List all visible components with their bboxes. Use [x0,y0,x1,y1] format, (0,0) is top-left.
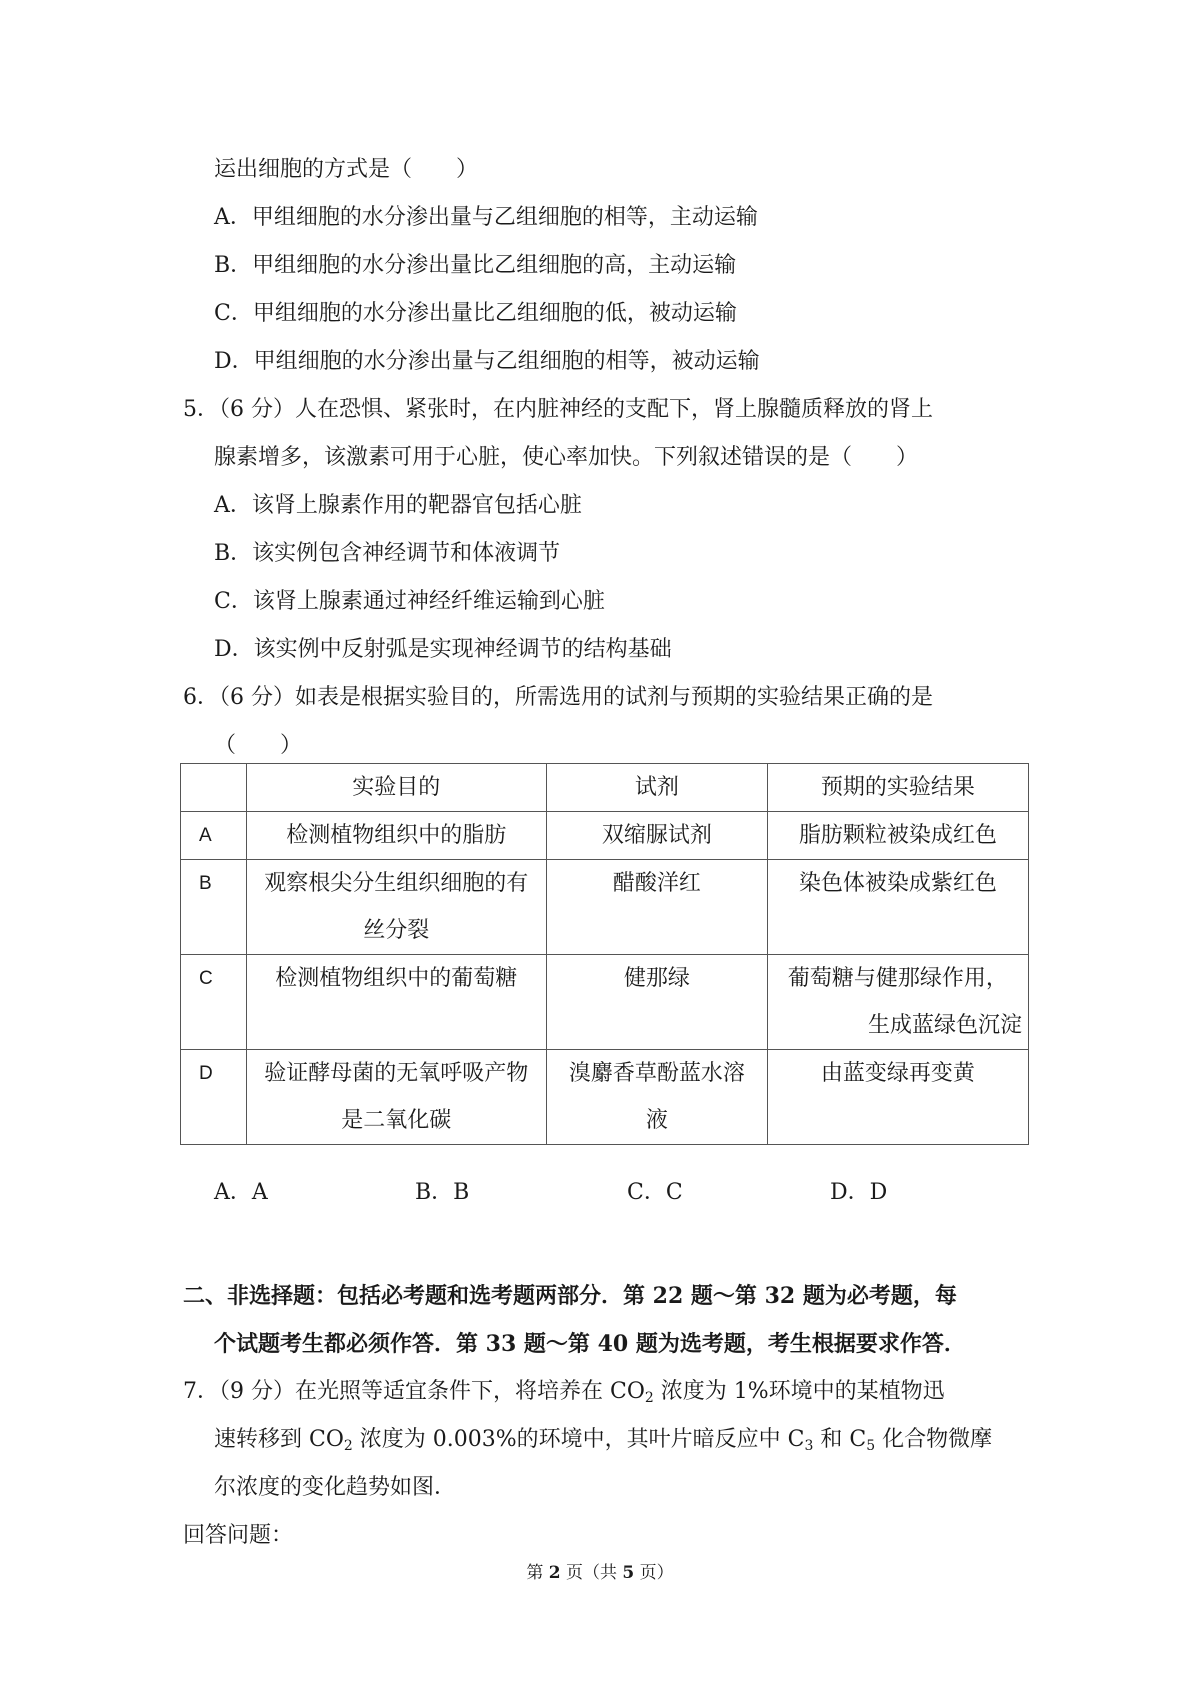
q7-stem-line3: 尔浓度的变化趋势如图． [214,1475,457,1500]
table-row [181,955,1029,1050]
reagent-cell [547,860,768,955]
experiment-table [180,763,1029,1145]
q7-stem-line2 [214,1425,992,1455]
row-label: C [181,955,247,1050]
table-row [181,1050,1029,1145]
subscript: 3 [804,1438,814,1454]
q6-choice-b: B．B [415,1180,470,1205]
q5-option-c: C．该肾上腺素通过神经纤维运输到心脏 [214,589,605,614]
footer-text: 页） [634,1563,674,1583]
reagent-cell [547,812,768,860]
purpose-line: 验证酵母菌的无氧呼吸产物 [264,1061,529,1086]
q6-choice-a: A．A [214,1180,268,1205]
result-line: 染色体被染成紫红色 [798,871,997,896]
reagent-line: 醋酸洋红 [612,871,701,896]
q4-tail: 运出细胞的方式是（ ） [214,157,479,182]
subscript: 2 [644,1390,654,1406]
table-header-purpose: 实验目的 [246,764,546,812]
purpose-line: 观察根尖分生组织细胞的有 [264,871,529,896]
footer-page-number: 2 [548,1563,561,1583]
q6-choice-c: C．C [627,1180,683,1205]
reagent-line: 溴麝香草酚蓝水溶 [568,1061,745,1086]
reagent-cell [547,1050,768,1145]
purpose-cell [246,1050,546,1145]
table-header-corner [181,764,247,812]
q5-option-a: A．该肾上腺素作用的靶器官包括心脏 [214,493,582,518]
result-line: 葡萄糖与健那绿作用， [787,966,1008,991]
subscript: 2 [343,1438,353,1454]
table-header-result: 预期的实验结果 [767,764,1028,812]
section2-heading-line1: 二、非选择题：包括必考题和选考题两部分．第 22 题～第 32 题为必考题，每 [183,1283,957,1309]
q7-answer-prompt: 回答问题： [183,1523,294,1548]
q6-stem-line2: （ ） [214,733,303,758]
section2-heading-line2: 个试题考生都必须作答．第 33 题～第 40 题为选考题，考生根据要求作答． [214,1331,966,1357]
subscript: 5 [866,1438,876,1454]
q5-stem-line2: 腺素增多，该激素可用于心脏，使心率加快。下列叙述错误的是（ ） [214,445,919,470]
q7-text: 化合物微摩 [875,1427,993,1452]
footer-total-pages: 5 [622,1563,635,1583]
result-line: 脂肪颗粒被染成红色 [798,823,997,848]
reagent-line: 双缩脲试剂 [601,823,712,848]
q7-text: 浓度为 1%环境中的某植物迅 [653,1379,945,1404]
q4-option-d: D．甲组细胞的水分渗出量与乙组细胞的相等，被动运输 [214,349,760,374]
row-label: B [181,860,247,955]
table-row [181,812,1029,860]
q5-option-b: B．该实例包含神经调节和体液调节 [214,541,561,566]
footer-text: 页（共 [560,1563,623,1583]
q4-option-b: B．甲组细胞的水分渗出量比乙组细胞的高，主动运输 [214,253,737,278]
result-cell [767,955,1028,1050]
result-cell [767,812,1028,860]
table-header-reagent: 试剂 [547,764,768,812]
reagent-line: 健那绿 [623,966,690,991]
purpose-cell [246,955,546,1050]
purpose-line: 检测植物组织中的脂肪 [286,823,507,848]
result-cell [767,1050,1028,1145]
q7-text: 浓度为 0.003%的环境中，其叶片暗反应中 C [352,1427,805,1452]
q7-text: 和 C [813,1427,867,1452]
purpose-cell [246,812,546,860]
q6-stem-line1: 6．（6 分）如表是根据实验目的，所需选用的试剂与预期的实验结果正确的是 [183,685,933,710]
footer-text: 第 [526,1563,549,1583]
q4-option-c: C．甲组细胞的水分渗出量比乙组细胞的低，被动运输 [214,301,737,326]
q4-option-a: A．甲组细胞的水分渗出量与乙组细胞的相等，主动运输 [214,205,758,230]
result-line: 生成蓝绿色沉淀 [867,1013,1022,1038]
reagent-line: 液 [645,1108,668,1133]
row-label: D [181,1050,247,1145]
q6-choice-d: D．D [830,1180,888,1205]
reagent-cell [547,955,768,1050]
purpose-cell [246,860,546,955]
result-line: 由蓝变绿再变黄 [820,1061,975,1086]
q5-stem-line1: 5．（6 分）人在恐惧、紧张时，在内脏神经的支配下，肾上腺髓质释放的肾上 [183,397,933,422]
q5-option-d: D．该实例中反射弧是实现神经调节的结构基础 [214,637,672,662]
page-footer [0,1558,1200,1583]
q7-text: 速转移到 CO [214,1427,344,1452]
row-label: A [181,812,247,860]
q7-text: 7．（9 分）在光照等适宜条件下，将培养在 CO [183,1379,645,1404]
result-cell [767,860,1028,955]
purpose-line: 检测植物组织中的葡萄糖 [275,966,518,991]
purpose-line: 丝分裂 [363,918,430,943]
q7-stem-line1 [183,1377,945,1407]
table-row [181,860,1029,955]
purpose-line: 是二氧化碳 [341,1108,452,1133]
table-header-row [181,764,1029,812]
